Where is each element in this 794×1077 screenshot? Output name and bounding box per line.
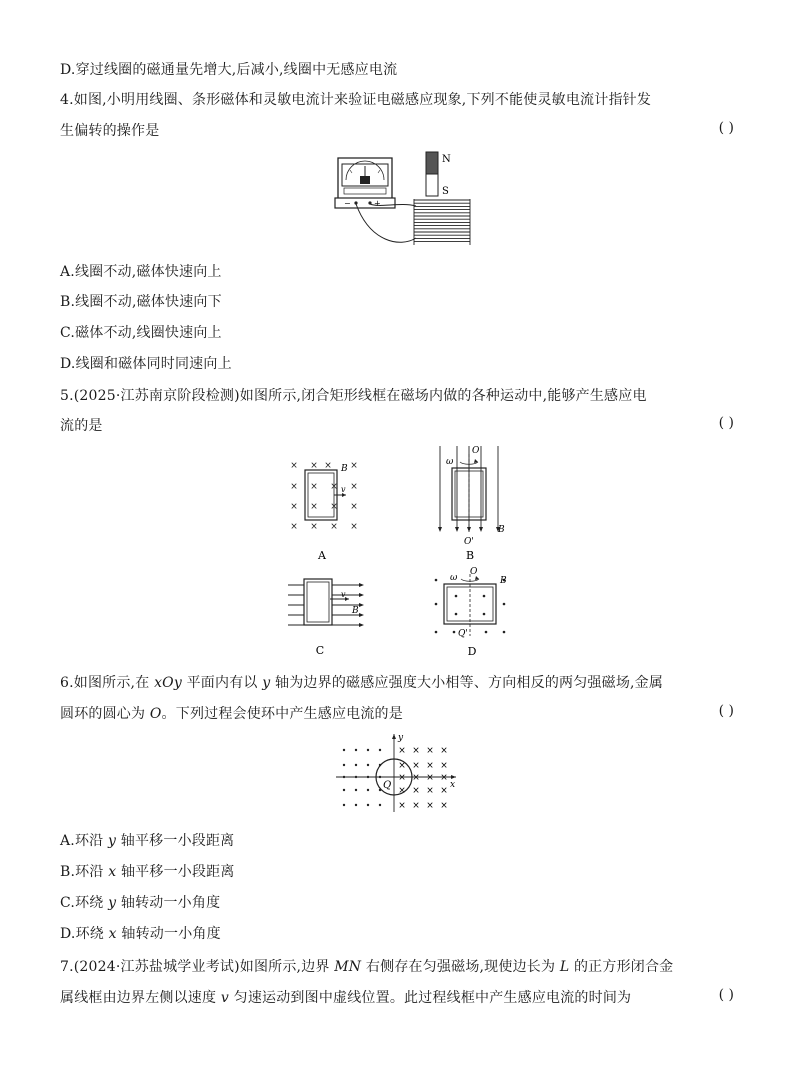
q6-ring-figure [332,730,462,815]
velocity-label: v [341,485,346,494]
q6-opt-d-pre: D.环绕 [60,926,109,942]
q6-stem-1c: 轴为边界的磁感应强度大小相等、方向相反的两匀强磁场,金属 [270,675,664,691]
q4-option-d[interactable]: D.线圈和磁体同时同速向上 [60,356,232,372]
field-label-b: B [498,525,505,535]
field-cross: × [330,522,338,532]
field-cross: × [412,746,420,756]
q6-option-c[interactable] [60,892,220,912]
field-cross: × [290,482,298,492]
q5-figure-d [430,566,515,661]
field-dot [367,804,369,806]
field-cross: × [290,502,298,512]
field-cross: × [324,461,332,471]
field-cross: × [426,761,434,771]
q6-stem-2b: 。下列过程会使环中产生感应电流的是 [161,706,403,722]
field-cross: × [426,746,434,756]
q6-answer-bracket: ( ) [718,703,734,719]
field-cross: × [440,761,448,771]
q7-stem-1c: 的正方形闭合金 [569,959,674,975]
q7-stem-mn: MN [334,959,362,975]
q7-stem-l: L [559,959,570,975]
north-pole-label: N [442,154,451,165]
field-cross: × [290,461,298,471]
q7-stem-2b: 匀速运动到图中虚线位置。此过程线框中产生感应电流的时间为 [228,990,632,1006]
field-dot [435,579,438,582]
origin-label: Q [383,780,392,791]
q6-opt-c-pre: C.环绕 [60,895,109,911]
q5-figure-c [284,575,369,660]
q5-figure-a [284,455,369,565]
field-arrow [455,527,459,532]
field-dot [343,764,345,766]
bar-magnet [426,152,451,197]
q5-fig-d-caption: D [467,645,477,658]
field-cross: × [310,522,318,532]
field-cross: × [310,502,318,512]
field-cross: × [426,773,434,783]
velocity-label-c: v [341,590,346,599]
field-cross: × [398,761,406,771]
field-cross: × [290,522,298,532]
field-dot [455,595,458,598]
q6-opt-c-post: 轴转动一小角度 [116,895,221,911]
field-label-d: B [500,576,507,586]
field-cross: × [426,801,434,811]
field-dot [355,764,357,766]
q7-stem-1b: 右侧存在匀强磁场,现使边长为 [361,959,560,975]
field-cross: × [412,761,420,771]
coil [414,199,470,245]
field-cross: × [412,786,420,796]
q7-stem-line1 [60,956,673,976]
terminal-plus: + [374,199,381,208]
field-dot [379,804,381,806]
south-pole-label: S [442,186,449,197]
q6-stem-o: O [149,706,162,722]
q5-stem-line2: 流的是 [60,418,103,434]
field-dot [483,613,486,616]
field-cross: × [350,502,358,512]
q6-opt-b-pre: B.环沿 [60,864,109,880]
field-dot [355,804,357,806]
x-axis-label: x [450,780,456,790]
q6-stem-xoy: xOy [154,675,182,691]
field-arrow [359,603,364,607]
field-cross: × [350,522,358,532]
field-cross: × [398,801,406,811]
q5-stem-line1: 5.(2025·江苏南京阶段检测)如图所示,闭合矩形线框在磁场内做的各种运动中,能够产生感应电 [60,388,647,404]
q6-option-a[interactable] [60,830,234,850]
q6-opt-d-post: 轴转动一小角度 [116,926,221,942]
field-cross: × [426,786,434,796]
q5-fig-a-caption: A [318,549,326,562]
q7-stem-2a: 属线框由边界左侧以速度 [60,990,221,1006]
field-dot [355,789,357,791]
galvanometer [335,158,395,208]
q6-stem-1a: 6.如图所示,在 [60,675,155,691]
omega-label-d: ω [450,573,458,583]
q6-stem-line2 [60,703,403,723]
q4-option-c[interactable]: C.磁体不动,线圈快速向上 [60,325,222,341]
q5-answer-bracket: ( ) [718,415,734,431]
field-dot [343,804,345,806]
q6-option-b[interactable] [60,861,235,881]
field-cross: × [350,461,358,471]
q6-opt-b-var: x [108,864,117,880]
field-cross: × [440,801,448,811]
q6-opt-c-var: y [108,895,117,911]
field-cross: × [350,482,358,492]
field-cross: × [330,502,338,512]
q5-fig-c-caption: C [315,644,325,657]
field-dot [367,764,369,766]
axis-o-prime-label: O' [464,537,474,547]
q5-fig-b-caption: B [465,549,475,562]
field-cross: × [398,786,406,796]
field-cross: × [330,482,338,492]
field-arrow [438,527,442,532]
field-arrow [359,583,364,587]
q6-opt-a-var: y [108,833,117,849]
field-dot [355,749,357,751]
field-label: B [341,464,348,474]
field-cross: × [412,773,420,783]
q7-stem-v: v [220,990,229,1006]
q4-stem-line2: 生偏转的操作是 [60,123,160,139]
field-dot [367,749,369,751]
omega-label: ω [446,457,454,467]
q6-opt-a-post: 轴平移一小段距离 [116,833,235,849]
field-cross: × [440,786,448,796]
field-dot [367,789,369,791]
q7-stem-line2 [60,987,631,1007]
field-dot [503,603,506,606]
field-arrow [359,593,364,597]
field-dot [485,631,488,634]
q6-opt-b-post: 轴平移一小段距离 [116,864,235,880]
field-cross: × [310,482,318,492]
field-cross: × [412,801,420,811]
field-cross: × [440,773,448,783]
field-dot [343,749,345,751]
q4-answer-bracket: ( ) [718,120,734,136]
q4-option-a[interactable]: A.线圈不动,磁体快速向上 [60,264,222,280]
q4-stem-line1: 4.如图,小明用线圈、条形磁体和灵敏电流计来验证电磁感应现象,下列不能使灵敏电流计指针发 [60,92,652,108]
field-dot [343,789,345,791]
q7-stem-1a: 7.(2024·江苏盐城学业考试)如图所示,边界 [60,959,335,975]
q6-stem-1b: 平面内有以 [181,675,263,691]
q3-option-d: D.穿过线圈的磁通量先增大,后减小,线圈中无感应电流 [60,62,398,78]
y-axis-label: y [398,733,404,743]
q6-opt-d-var: x [108,926,117,942]
q6-opt-a-pre: A.环沿 [60,833,109,849]
field-dot [435,603,438,606]
field-arrow [359,623,364,627]
field-cross: × [310,461,318,471]
axis-o-label-d: O [470,567,478,577]
field-cross: × [440,746,448,756]
field-dot [483,595,486,598]
terminal-minus: − [344,199,351,208]
q6-option-d[interactable] [60,923,221,943]
axis-q-prime-label: Q' [458,629,468,639]
field-dot [379,749,381,751]
field-cross: × [398,773,406,783]
field-dot [503,631,506,634]
field-dot [453,631,456,634]
field-arrow [359,613,364,617]
field-dot [435,631,438,634]
q6-stem-y: y [262,675,271,691]
q4-galvanometer-figure [330,150,480,250]
q6-stem-2a: 圆环的圆心为 [60,706,150,722]
q5-figure-b [432,442,512,562]
field-cross: × [398,746,406,756]
field-label-c: B [352,606,359,616]
field-dot [455,613,458,616]
axis-o-label: O [472,446,480,456]
field-arrow [479,527,483,532]
q7-answer-bracket: ( ) [718,987,734,1003]
q4-option-b[interactable]: B.线圈不动,磁体快速向下 [60,294,222,310]
q6-stem-line1 [60,672,663,692]
